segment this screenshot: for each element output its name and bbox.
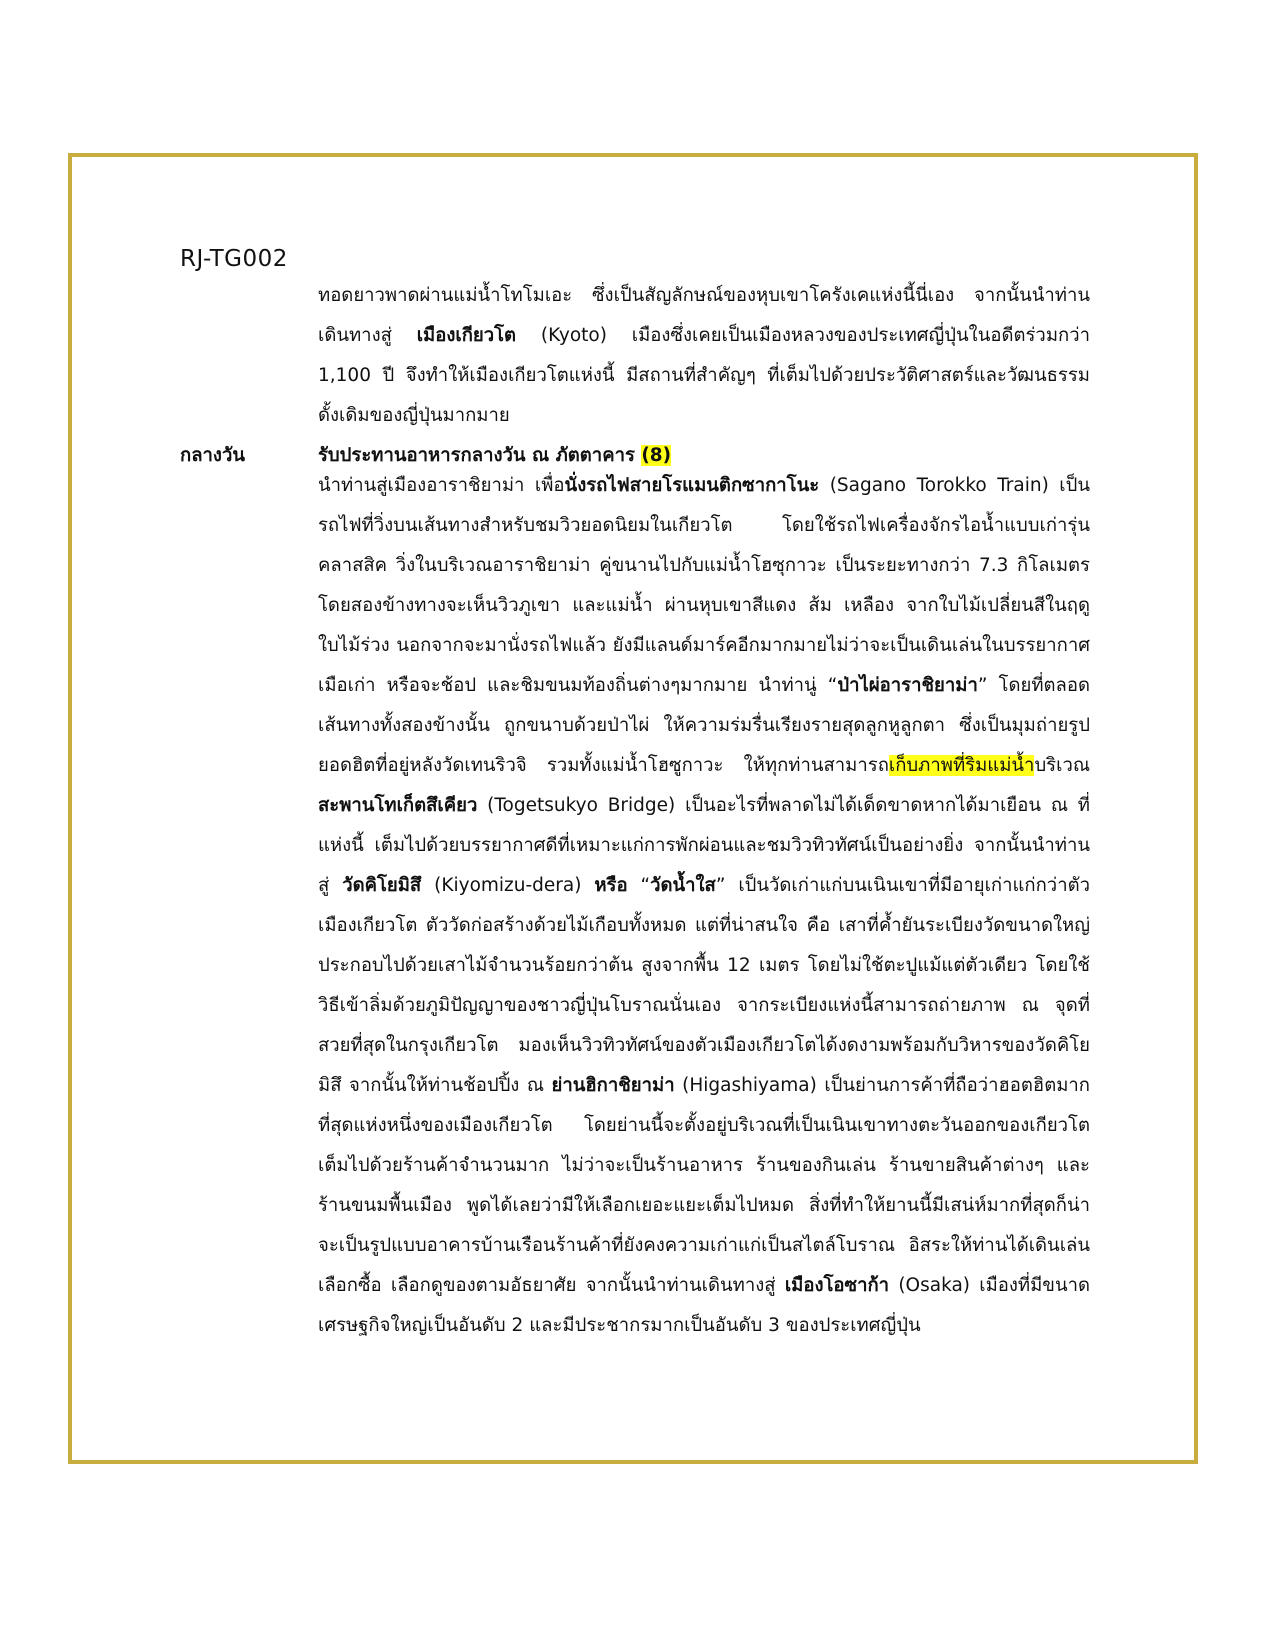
intro-paragraph: [318, 276, 1090, 436]
osaka-bold: เมืองโอซาก้า: [784, 1275, 890, 1296]
itinerary-paragraph: [318, 466, 1090, 1346]
itinerary-text-5: (Togetsukyo Bridge) เป็นอะไรที่พลาดไม่ได้เด็ดขาดหากได้มาเยือน ณ ที่แห่งนี้ เต็มไปด้วยบรรยากาศดีที่เหมาะแก่การพักผ่อนและชมวิวทิวทัศน์เป็นอย่างยิ่ง จากนั้นนำท่านสู่: [318, 795, 1090, 896]
meal-code-badge: (8): [641, 445, 672, 466]
itinerary-text-7: “: [627, 875, 651, 896]
higashiyama-bold: ย่านฮิกาชิยาม่า: [551, 1075, 675, 1096]
itinerary-text-4: บริเวณ: [1034, 755, 1090, 776]
itinerary-text-6: (Kiyomizu-dera): [421, 875, 595, 896]
intro-text-2: (Kyoto) เมืองซึ่งเคยเป็นเมืองหลวงของประเทศญี่ปุ่นในอดีตร่วมกว่า 1,100 ปี จึงทำให้เมืองเกียวโตแห่งนี้ มีสถานที่สำคัญๆ ที่เต็มไปด้วยประวัติศาสตร์และวัฒนธรรมดั้งเดิมของญี่ปุ่นมากมาย: [318, 325, 1090, 426]
itinerary-text-10: (Osaka) เมืองที่มีขนาดเศรษฐกิจใหญ่เป็นอันดับ 2 และมีประชากรมากเป็นอันดับ 3 ของประเทศญี่ปุ่น: [318, 1275, 1090, 1336]
lunch-time-label: กลางวัน: [180, 445, 245, 466]
lunch-text: รับประทานอาหารกลางวัน ณ ภัตตาคาร: [318, 445, 642, 466]
itinerary-text-3: ” โดยที่ตลอดเส้นทางทั้งสองข้างนั้น ถูกขนาบด้วยป่าไผ่ ให้ความร่มรื่นเรียงรายสุดลูกหูลูกตา ซึ่งเป็นมุมถ่ายรูปยอดฮิตที่อยู่หลังวัดเทนริวจิ รวมทั้งแม่น้ำโฮซูกาวะ ให้ทุกท่านสามารถ: [318, 675, 1090, 776]
kiyomizu-bold: วัดคิโยมิสึ: [342, 875, 422, 896]
itinerary-text-2: (Sagano Torokko Train) เป็นรถไฟที่วิ่งบนเส้นทางสำหรับชมวิวยอดนิยมในเกียวโต โดยใช้รถไฟเครื่องจักรไอน้ำแบบเก่ารุ่นคลาสสิค วิ่งในบริเวณอาราชิยาม่า คู่ขนานไปกับแม่น้ำโฮซุกาวะ เป็นระยะทางกว่า 7.3 กิโลเมตร โดยสองข้างทางจะเห็นวิวภูเขา และแม่น้ำ ผ่านหุบเขาสีแดง ส้ม เหลือง จากใบไม้เปลี่ยนสีในฤดูใบไม้ร่วง นอกจากจะมานั่งรถไฟแล้ว ยังมีแลนด์มาร์คอีกมากมายไม่ว่าจะเป็นเดินเล่นในบรรยากาศเมือเก่า หรือจะช้อป และชิมขนมท้องถิ่นต่างๆมากมาย นำท่านู่ “: [318, 475, 1091, 696]
itinerary-text-9: (Higashiyama) เป็นย่านการค้าที่ถือว่าฮอตฮิตมากที่สุดแห่งหนึ่งของเมืองเกียวโต โดยย่านนี้จะตั้งอยู่บริเวณที่เป็นเนินเขาทางตะวันออกของเกียวโต เต็มไปด้วยร้านค้าจำนวนมาก ไม่ว่าจะเป็นร้านอาหาร ร้านของกินเล่น ร้านขายสินค้าต่างๆ และร้านขนมพื้นเมือง พูดได้เลยว่ามีให้เลือกเยอะแยะเต็มไปหมด สิ่งที่ทำให้ยานนี้มีเสน่ห์มากที่สุดก็น่าจะเป็นรูปแบบอาคารบ้านเรือนร้านค้าที่ยังคงความเก่าแก่เป็นสไตล์โบราณ อิสระให้ท่านได้เดินเล่น เลือกซื้อ เลือกดูของตามอัธยาศัย จากนั้นนำท่านเดินทางสู่: [318, 1075, 1090, 1296]
tour-code: RJ-TG002: [180, 246, 288, 272]
sagano-train-bold: นั่งรถไฟสายโรแมนติกซากาโนะ: [564, 475, 820, 496]
itinerary-text-1: นำท่านสู่เมืองอาราชิยาม่า เพื่อ: [318, 475, 565, 496]
intro-text-1: ทอดยาวพาดผ่านแม่น้ำโทโมเอะ ซึ่งเป็นสัญลักษณ์ของหุบเขาโครังเคแห่งนี้นี่เอง จากนั้นนำท่านเดินทางสู่: [318, 285, 1090, 346]
itinerary-text-8: ” เป็นวัดเก่าแก่บนเนินเขาที่มีอายุเก่าแก่กว่าตัวเมืองเกียวโต ตัววัดก่อสร้างด้วยไม้เกือบทั้งหมด แต่ที่น่าสนใจ คือ เสาที่ค้ำยันระเบียงวัดขนาดใหญ่ ประกอบไปด้วยเสาไม้จำนวนร้อยกว่าต้น สูงจากพื้น 12 เมตร โดยไม่ใช้ตะปูแม้แต่ตัวเดียว โดยใช้วิธีเข้าลิ่มด้วยภูมิปัญญาของชาวญี่ปุ่นโบราณนั่นเอง จากระเบียงแห่งนี้สามารถถ่ายภาพ ณ จุดที่สวยที่สุดในกรุงเกียวโต มองเห็นวิวทิวทัศน์ของตัวเมืองเกียวโตได้งดงามพร้อมกับวิหารของวัดคิโยมิสึ จากนั้นให้ท่านช้อปปิ้ง ณ: [318, 875, 1090, 1096]
clear-water-temple-bold: วัดน้ำใส: [650, 875, 716, 896]
bamboo-forest-bold: ป่าไผ่อาราชิยาม่า: [837, 675, 978, 696]
or-bold: หรือ: [594, 875, 628, 896]
kyoto-bold: เมืองเกียวโต: [416, 325, 517, 346]
riverside-photo-highlight: เก็บภาพที่ริมแม่น้ำ: [888, 755, 1035, 776]
togetsukyo-bold: สะพานโทเก็ตสึเคียว: [318, 795, 478, 816]
